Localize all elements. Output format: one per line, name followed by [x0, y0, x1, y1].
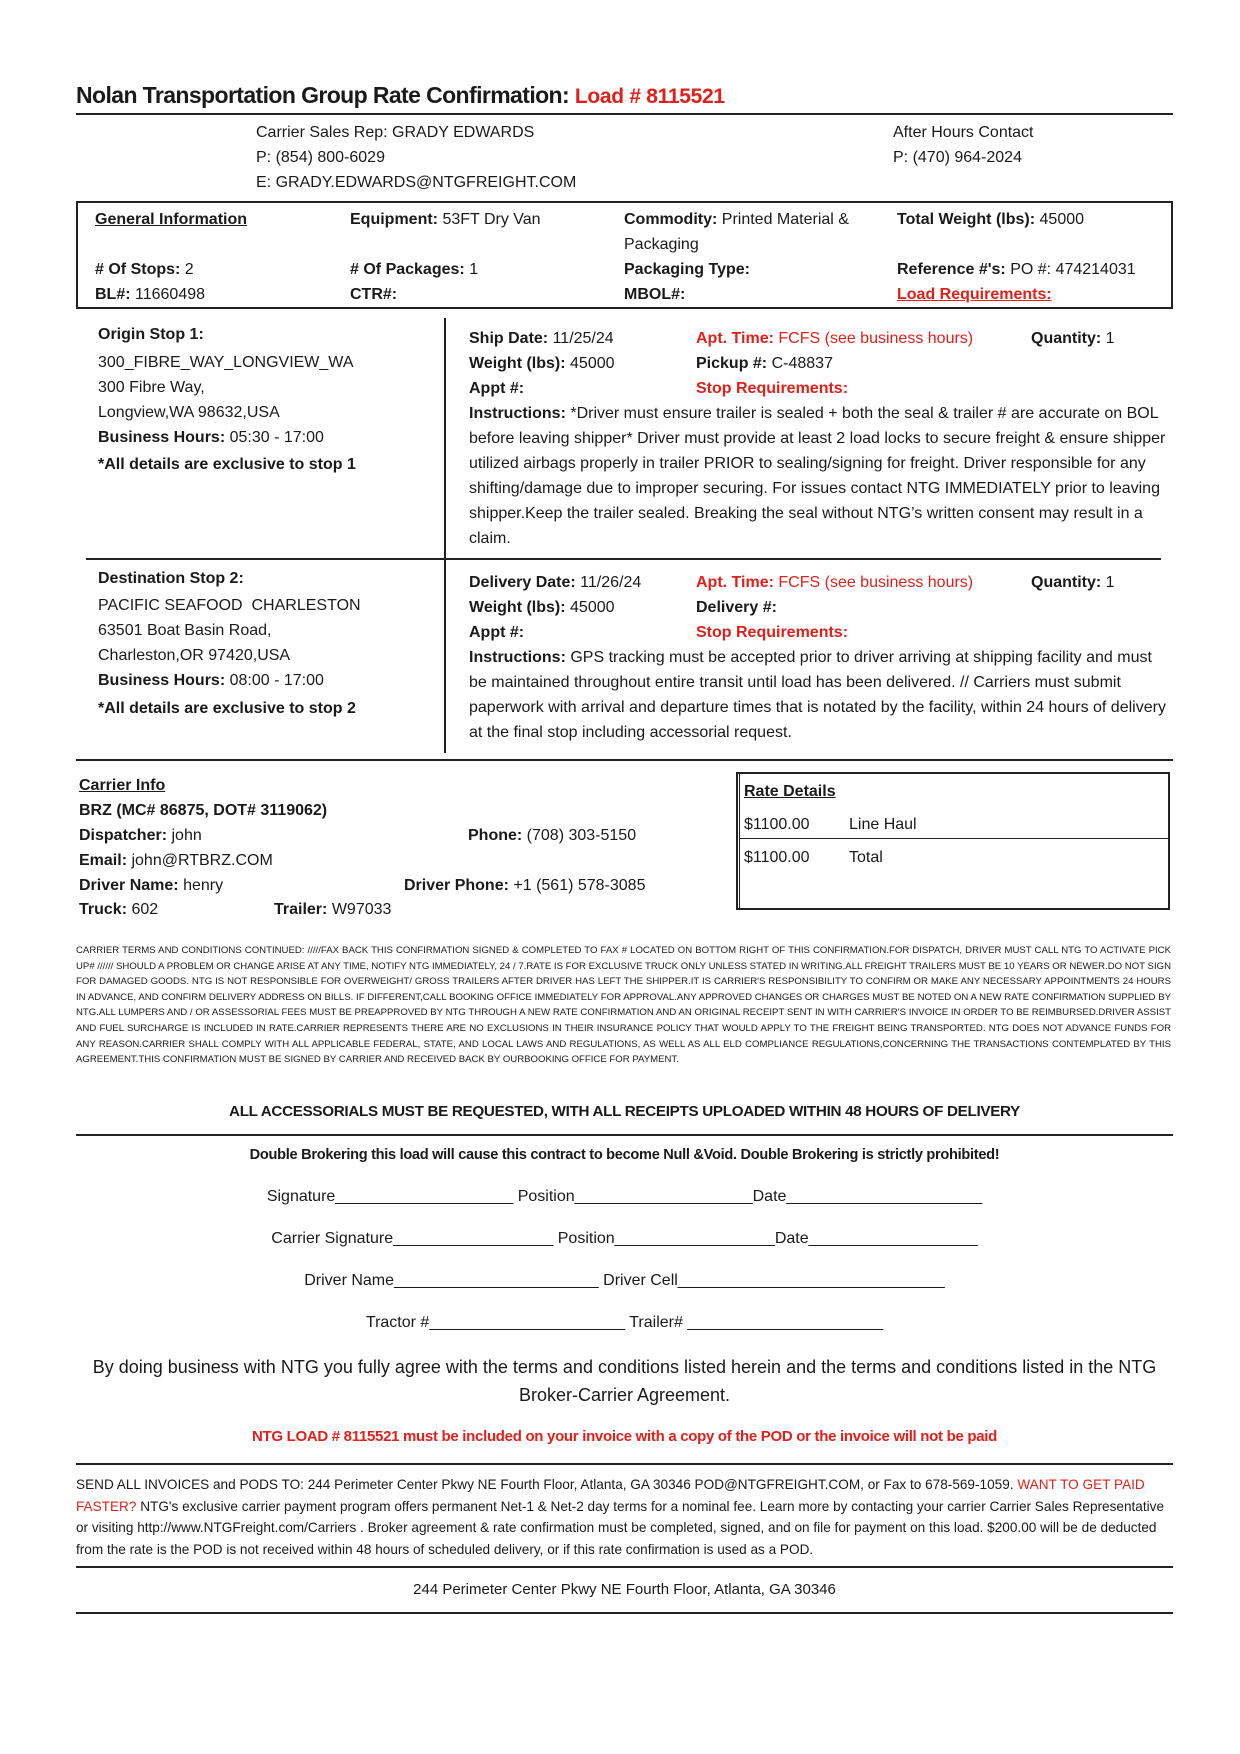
delivery-date: Delivery Date: 11/26/24	[469, 574, 642, 591]
destination-quantity: Quantity: 1	[1031, 574, 1115, 591]
rate-total-amount: $1100.00	[744, 849, 810, 866]
destination-heading: Destination Stop 2:	[98, 570, 244, 587]
tractor-trailer-line[interactable]: Tractor #______________________ Trailer# ______________________	[365, 1314, 884, 1331]
rate-total-desc: Total	[849, 849, 883, 866]
destination-appt: Appt #:	[469, 624, 525, 641]
rate-row-divider	[739, 838, 1168, 839]
origin-apt-time: Apt. Time: FCFS (see business hours)	[696, 330, 974, 347]
origin-address: 300 Fibre Way,	[98, 379, 205, 396]
stops-count: # Of Stops: 2	[95, 261, 194, 278]
rate-heading: Rate Details	[744, 783, 836, 800]
origin-instructions: Instructions: *Driver must ensure trailer is sealed + both the seal & trailer # are accurate on BOL before leaving shipper* Driver must provide at least 2 load locks to secure freight & ensure shipper utilized airbags properly in trailer PRIOR to sealing/signing for freight. Driver responsible for any shifting/damage due to improper securing. For issues contact NTG IMMEDIATELY prior to leaving shipper.Keep the trailer sealed. Breaking the seal without NTG’s written consent may result in a claim.	[469, 405, 1166, 547]
carrier-email: Email: john@RTBRZ.COM	[79, 852, 273, 869]
footer-address: 244 Perimeter Center Pkwy NE Fourth Floor, Atlanta, GA 30346	[413, 1581, 836, 1598]
origin-heading: Origin Stop 1:	[98, 326, 204, 343]
delivery-number: Delivery #:	[696, 599, 777, 616]
rate-box-inner-rule	[739, 772, 740, 908]
stops-divider	[444, 318, 446, 753]
load-requirements-link[interactable]: Load Requirements:	[897, 286, 1052, 303]
packages-count: # Of Packages: 1	[350, 261, 479, 278]
commodity: Commodity: Printed Material &	[624, 211, 849, 228]
title-text: Nolan Transportation Group Rate Confirmation:	[76, 82, 570, 108]
accessorials-rule	[76, 1134, 1173, 1136]
rate-row-desc: Line Haul	[849, 816, 917, 833]
dispatcher: Dispatcher: john	[79, 827, 202, 844]
destination-city: Charleston,OR 97420,USA	[98, 647, 291, 664]
double-brokering-notice: Double Brokering this load will cause this contract to become Null &Void. Double Brokering is strictly prohibited!	[249, 1147, 1000, 1163]
load-number: Load # 8115521	[574, 85, 725, 108]
invoice-top-rule	[76, 1463, 1173, 1465]
origin-hours: Business Hours: 05:30 - 17:00	[98, 429, 324, 446]
sales-email: E: GRADY.EDWARDS@NTGFREIGHT.COM	[256, 174, 577, 191]
packaging-type: Packaging Type:	[624, 261, 750, 278]
carrier-heading: Carrier Info	[79, 777, 166, 794]
sales-phone: P: (854) 800-6029	[256, 149, 385, 166]
agreement-text: By doing business with NTG you fully agree with the terms and conditions listed herein and the terms and conditions listed in the NTG Broker-Carrier Agreement.	[92, 1357, 1157, 1405]
stops-bottom-rule	[76, 759, 1173, 761]
destination-exclusive: *All details are exclusive to stop 2	[98, 700, 356, 717]
footer-rule	[76, 1612, 1173, 1614]
pod-notice: NTG LOAD # 8115521 must be included on your invoice with a copy of the POD or the invoice will not be paid	[251, 1428, 997, 1445]
origin-city: Longview,WA 98632,USA	[98, 404, 280, 421]
accessorials-notice: ALL ACCESSORIALS MUST BE REQUESTED, WITH ALL RECEIPTS UPLOADED WITHIN 48 HOURS OF DELIVERY	[229, 1103, 1020, 1120]
carrier-terms: CARRIER TERMS AND CONDITIONS CONTINUED: /////FAX BACK THIS CONFIRMATION SIGNED & COMPLETED TO FAX # LOCATED ON BOTTOM RIGHT OF THIS CONFIRMATION.FOR DISPATCH, DRIVER MUST CALL NTG TO ACTIVATE PICK UP# ////// SHOULD A PROBLEM OR CHANGE ARISE AT ANY TIME, NOTIFY NTG IMMEDIATELY, 24 / 7.RATE IS FOR EXCLUSIVE TRUCK ONLY UNLESS STATED IN WRITING.ALL FREIGHT TRAILERS MUST BE 10 YEARS OR NEWER.DO NOT SIGN FOR DAMAGED GOODS. NTG IS NOT RESPONSIBLE FOR OVERWEIGHT/ GROSS TRAILERS AFTER DRIVER HAS LEFT THE SHIPPER.IT IS CARRIER'S RESPONSIBILITY TO CONFIRM OR MAKE ANY NECESSARY APPOINTMENTS 24 HOURS IN ADVANCE, AND CONFIRM DELIVERY ADDRESS ON BILLS. IF DIFFERENT,CALL BOOKING OFFICE IMMEDIATELY FOR APPROVAL.ANY APPROVED CHANGES OR CHARGES MUST BE NOTED ON A NEW RATE CONFIRMATION SUPPLIED BY NTG.ALL LUMPERS AND / OR ASSESSORIAL FEES MUST BE PREAPPROVED BY NTG THROUGH A NEW RATE CONFIRMATION AND AN ORIGINAL RECEIPT SENT IN WITH CARRIER'S INVOICE IN ORDER TO BE REIMBURSED.DRIVER ASSIST AND FUEL SURCHARGE IS INCLUDED IN RATE.CARRIER REPRESENTS THERE ARE NO EXCLUSIONS IN THEIR INSURANCE POLICY THAT WOULD APPLY TO THE FREIGHT BEING TRANSPORTED. NTG DOES NOT ADVANCE FUNDS FOR ANY REASON.CARRIER SHALL COMPLY WITH ALL APPLICABLE FEDERAL, STATE, AND LOCAL LAWS AND REGULATIONS, AS WELL AS ALL ELD COMPLIANCE REGULATIONS,CONCERNING THE TRANSACTIONS CONTEMPLATED BY THIS AGREEMENT.THIS CONFIRMATION MUST BE SIGNED BY CARRIER AND RECEIVED BACK BY OURBOOKING OFFICE FOR PAYMENT.	[76, 945, 1171, 1066]
destination-weight: Weight (lbs): 45000	[469, 599, 615, 616]
destination-apt-time: Apt. Time: FCFS (see business hours)	[696, 574, 974, 591]
ship-date: Ship Date: 11/25/24	[469, 330, 614, 347]
pickup-number: Pickup #: C-48837	[696, 355, 833, 372]
stop-separator	[86, 558, 1161, 560]
signature-line[interactable]: Signature____________________ Position____________________Date______________________	[266, 1188, 983, 1205]
total-weight: Total Weight (lbs): 45000	[897, 211, 1085, 228]
page-title	[76, 82, 725, 109]
invoice-bottom-rule	[76, 1566, 1173, 1568]
rate-row-amount: $1100.00	[744, 816, 810, 833]
carrier-signature-line[interactable]: Carrier Signature__________________ Position__________________Date___________________	[271, 1230, 978, 1247]
origin-name: 300_FIBRE_WAY_LONGVIEW_WA	[98, 354, 354, 371]
destination-name: PACIFIC SEAFOOD CHARLESTON	[98, 597, 361, 614]
origin-appt: Appt #:	[469, 380, 525, 397]
origin-weight: Weight (lbs): 45000	[469, 355, 615, 372]
carrier-name: BRZ (MC# 86875, DOT# 3119062)	[79, 802, 328, 819]
mbol-number: MBOL#:	[624, 286, 686, 303]
sales-rep: Carrier Sales Rep: GRADY EDWARDS	[256, 124, 535, 141]
destination-instructions: Instructions: GPS tracking must be accepted prior to driver arriving at shipping facility and must be maintained throughout entire transit until load has been delivered. // Carriers must submit paperwork with arrival and departure times that is notated by the facility, within 24 hours of delivery at the final stop including accessorial request.	[469, 649, 1166, 741]
bl-number: BL#: 11660498	[95, 286, 206, 303]
destination-hours: Business Hours: 08:00 - 17:00	[98, 672, 324, 689]
commodity-line-2: Packaging	[624, 236, 699, 253]
driver-line[interactable]: Driver Name_______________________ Driver Cell______________________________	[304, 1272, 945, 1289]
destination-stop-requirements: Stop Requirements:	[696, 624, 849, 641]
after-hours-phone: P: (470) 964-2024	[893, 149, 1022, 166]
general-heading: General Information	[95, 211, 248, 228]
truck-number: Truck: 602	[79, 901, 159, 918]
reference: Reference #'s: PO #: 474214031	[897, 261, 1136, 278]
origin-exclusive: *All details are exclusive to stop 1	[98, 456, 356, 473]
ctr-number: CTR#:	[350, 286, 398, 303]
after-hours-label: After Hours Contact	[893, 124, 1034, 141]
trailer-number: Trailer: W97033	[274, 901, 392, 918]
destination-address: 63501 Boat Basin Road,	[98, 622, 272, 639]
driver-name: Driver Name: henry	[79, 877, 224, 894]
carrier-phone: Phone: (708) 303-5150	[468, 827, 637, 844]
equipment: Equipment: 53FT Dry Van	[350, 211, 541, 228]
origin-quantity: Quantity: 1	[1031, 330, 1115, 347]
invoice-instructions: SEND ALL INVOICES and PODS TO: 244 Perimeter Center Pkwy NE Fourth Floor, Atlanta, GA 30346 POD@NTGFREIGHT.COM, or Fax to 678-569-1059. WANT TO GET PAID FASTER? NTG's exclusive carrier payment program offers permanent Net-1 & Net-2 day terms for a nominal fee. Learn more by contacting your carrier Carrier Sales Representative or visiting http://www.NTGFreight.com/Carriers . Broker agreement & rate confirmation must be completed, signed, and on file for payment on this load. $200.00 will be de deducted from the rate is the POD is not received within 48 hours of scheduled delivery, or if this rate confirmation is used as a POD.	[76, 1477, 1165, 1557]
origin-stop-requirements: Stop Requirements:	[696, 380, 849, 397]
title-rule	[76, 113, 1173, 115]
driver-phone: Driver Phone: +1 (561) 578-3085	[404, 877, 646, 894]
